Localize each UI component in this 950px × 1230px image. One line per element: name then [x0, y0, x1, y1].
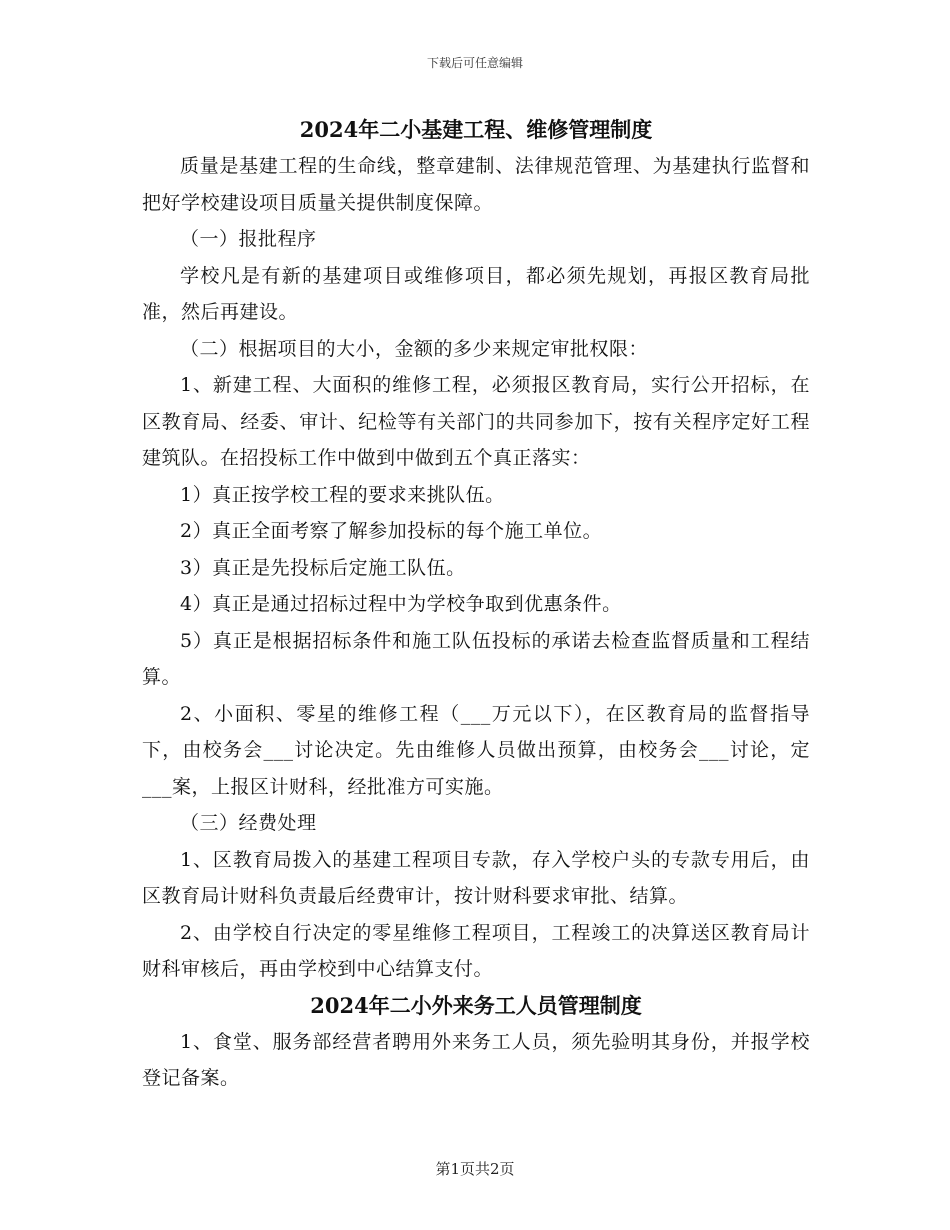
paragraph: 1、区教育局拨入的基建工程项目专款，存入学校户头的专款专用后，由区教育局计财科负责最后经费审计，按计财科要求审批、结算。 [142, 848, 810, 907]
document-title-1: 2024年二小基建工程、维修管理制度 [299, 117, 653, 142]
page-footer: 第1页共2页 [435, 1160, 515, 1178]
paragraph: 1、食堂、服务部经营者聘用外来务工人员，须先验明其身份，并报学校登记备案。 [142, 1030, 810, 1089]
list-item: 4）真正是通过招标过程中为学校争取到优惠条件。 [180, 593, 622, 615]
document-title-2: 2024年二小外来务工人员管理制度 [310, 992, 642, 1018]
section-heading: （三）经费处理 [180, 812, 317, 834]
list-item: 2）真正全面考察了解参加投标的每个施工单位。 [180, 520, 603, 542]
list-item: 1）真正按学校工程的要求来挑队伍。 [180, 483, 505, 506]
paragraph: 质量是基建工程的生命线，整章建制、法律规范管理、为基建执行监督和把好学校建设项目质量关提供制度保障。 [142, 155, 810, 214]
paragraph: 1、新建工程、大面积的维修工程，必须报区教育局，实行公开招标，在区教育局、经委、审计、纪检等有关部门的共同参加下，按有关程序定好工程建筑队。在招投标工作中做到中做到五个真正落实： [142, 374, 810, 469]
list-item: 5）真正是根据招标条件和施工队伍投标的承诺去检查监督质量和工程结算。 [142, 629, 810, 688]
list-item: 3）真正是先投标后定施工队伍。 [180, 556, 466, 579]
paragraph: 2、由学校自行决定的零星维修工程项目，工程竣工的决算送区教育局计财科审核后，再由学校到中心结算支付。 [142, 921, 810, 980]
paragraph: 2、小面积、零星的维修工程（___万元以下），在区教育局的监督指导下，由校务会___讨论决定。先由维修人员做出预算，由校务会___讨论，定___案，上报区计财科，经批准方可实施。 [142, 702, 810, 798]
section-heading: （二）根据项目的大小，金额的多少来规定审批权限： [180, 337, 649, 360]
section-heading: （一）报批程序 [180, 228, 317, 250]
document-body [142, 112, 810, 1097]
paragraph: 学校凡是有新的基建项目或维修项目，都必须先规划，再报区教育局批准，然后再建设。 [142, 264, 810, 323]
header-note: 下载后可任意编辑 [426, 56, 523, 70]
